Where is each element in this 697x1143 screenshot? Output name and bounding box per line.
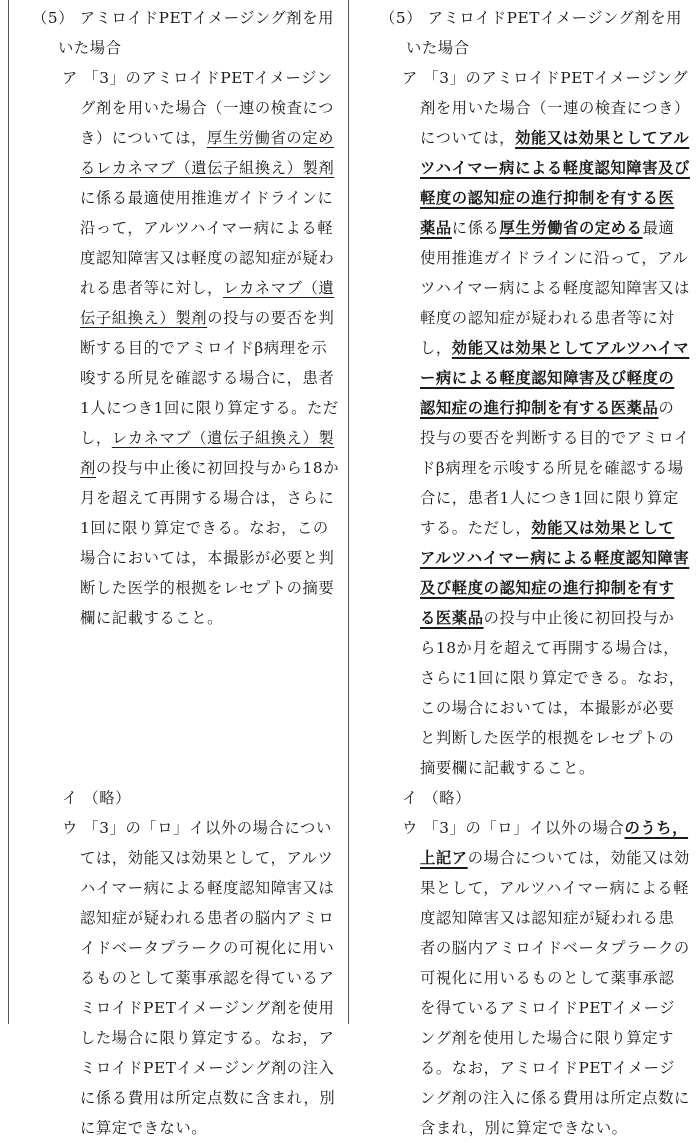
item-a <box>360 63 690 783</box>
text: の投与中止後に初回投与から18か月を超えて再開する場合は，さらに1回に限り算定できる。なお，この場合においては，本撮影が必要と判断した医学的根拠をレセプトの摘要欄に記載すること。 <box>420 609 685 777</box>
item-u: ウ 「3」の「ロ」イ以外の場合については，効能又は効果として，アルツハイマー病による軽度認知障害又は認知症が疑われる患者の脳内アミロイドベータプラークの可視化に用いるものとして薬事承認を得ているアミロイドPETイメージング剤を使用した場合に限り算定する。なお，アミロイドPETイメージング剤の注入に係る費用は所定点数に含まれ，別に算定できない。 <box>62 819 336 1137</box>
column-divider <box>348 0 349 1024</box>
text: 最適使用推進ガイドラインに沿って，アルツハイマー病による軽度認知障害又は軽度の認知症が疑われる患者等に対し， <box>420 219 690 357</box>
text: に係る最適使用推進ガイドラインに沿って，アルツハイマー病による軽度認知障害又は軽度の認知症が疑われる患者等に対し， <box>80 189 335 297</box>
section-heading: （5） アミロイドPETイメージング剤を用いた場合 <box>32 9 335 57</box>
bold-underlined-text: 厚生労働省の定める <box>499 219 643 237</box>
spacer <box>12 633 342 783</box>
bold-underlined-text: 効能又は効果としてアルツハイマー病による軽度認知障害及び軽度の認知症の進行抑制を有する医薬品 <box>420 129 690 237</box>
text: の投与の要否を判断する目的でアミロイドβ病理を示唆する所見を確認する場合に，患者1人につき1回に限り算定する。ただし， <box>80 309 339 447</box>
old-text-column <box>12 3 342 1143</box>
bold-underlined-text: 効能又は効果としてアルツハイマー病による軽度認知障害及び軽度の認知症の進行抑制を有する医薬品 <box>420 339 690 417</box>
underlined-text: レカネマブ（遺伝子組換え）製剤 <box>80 429 335 477</box>
text: ウ 「3」の「ロ」イ以外の場合 <box>402 819 625 837</box>
bold-underlined-text: のうち，上記ア <box>420 819 689 867</box>
left-border <box>8 0 9 1024</box>
text: ア 「3」のアミロイドPETイメージング剤を用いた場合（一連の検査につき）については， <box>62 69 335 147</box>
text: ア 「3」のアミロイドPETイメージング剤を用いた場合（一連の検査につき）については， <box>402 69 690 147</box>
underlined-text: 厚生労働省の定めるレカネマブ（遺伝子組換え）製剤 <box>80 129 335 177</box>
text: の場合については，効能又は効果として，アルツハイマー病による軽度認知障害又は認知症が疑われる患者の脳内アミロイドベータプラークの可視化に用いるものとして薬事承認を得ているアミロイドPETイメージング剤を使用した場合に限り算定する。なお，アミロイドPETイメージング剤の注入に係る費用は所定点数に含まれ，別に算定できない。 <box>420 849 690 1137</box>
text: の投与の要否を判断する目的でアミロイドβ病理を示唆する所見を確認する場合に，患者1人につき1回に限り算定する。ただし， <box>420 399 690 537</box>
new-text-column <box>360 3 690 1143</box>
item-u <box>360 813 690 1143</box>
section-heading: （5） アミロイドPETイメージング剤を用いた場合 <box>380 9 683 57</box>
item-i: イ （略） <box>62 789 132 807</box>
text: の投与中止後に初回投与から18か月を超えて再開する場合は，さらに1回に限り算定できる。なお，この場合においては，本撮影が必要と判断した医学的根拠をレセプトの摘要欄に記載すること。 <box>80 459 340 627</box>
underlined-text: レカネマブ（遺伝子組換え）製剤 <box>80 279 335 327</box>
item-i: イ （略） <box>402 789 472 807</box>
item-a <box>12 63 342 633</box>
bold-underlined-text: 効能又は効果としてアルツハイマー病による軽度認知障害及び軽度の認知症の進行抑制を有する医薬品 <box>420 519 690 627</box>
text: に係る <box>451 219 500 237</box>
